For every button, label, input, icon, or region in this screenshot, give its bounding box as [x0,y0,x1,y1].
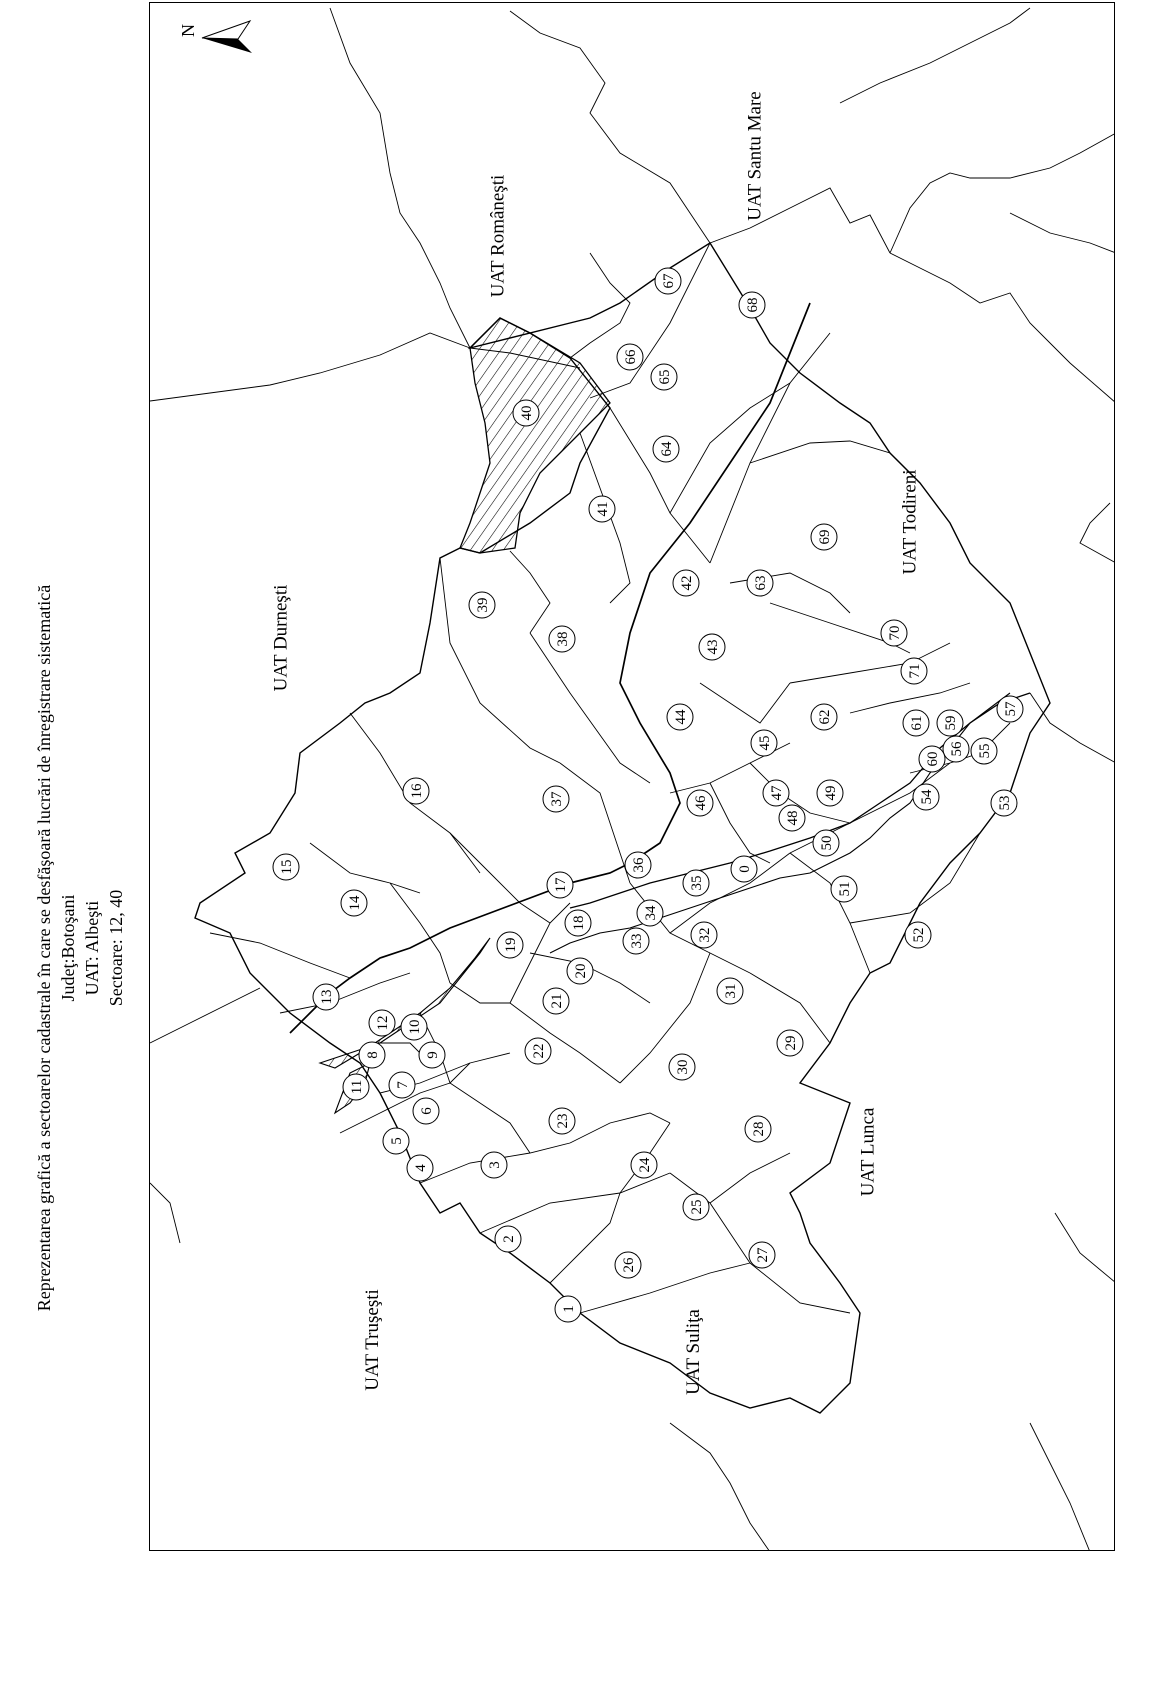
sector-number: 39 [475,597,491,613]
sector-number: 25 [689,1199,705,1215]
sector-marker-44 [667,704,693,730]
sector-number: 71 [907,663,923,679]
sector-marker-38 [549,626,575,652]
sector-number: 69 [817,529,833,545]
sector-number: 59 [943,715,959,731]
sector-number: 67 [661,273,677,289]
sector-marker-33 [623,928,649,954]
uat-label-durnesti: UAT Durneşti [270,584,292,692]
sector-marker-60 [919,746,945,772]
sector-number: 51 [837,881,853,897]
sector-marker-36 [625,852,651,878]
sector-number: 5 [389,1137,405,1145]
sector-number: 2 [501,1235,517,1243]
sector-number: 21 [549,993,565,1009]
sector-marker-13 [313,984,339,1010]
sector-marker-43 [699,634,725,660]
sector-marker-19 [497,932,523,958]
sector-marker-37 [543,786,569,812]
sector-number: 70 [887,625,903,641]
sector-marker-5 [383,1128,409,1154]
sector-marker-31 [717,978,743,1004]
sector-marker-64 [653,436,679,462]
sector-marker-51 [831,876,857,902]
sector-number: 9 [425,1051,441,1059]
sector-number: 4 [413,1164,429,1172]
sector-number: 17 [553,877,569,893]
sector-number: 16 [409,783,425,799]
sector-marker-53 [991,790,1017,816]
sector-number: 6 [419,1107,435,1115]
sector-number: 56 [949,741,965,757]
sector-marker-56 [943,736,969,762]
sector-number: 1 [561,1305,577,1313]
sector-marker-63 [747,570,773,596]
sector-number: 35 [689,875,705,891]
uat-label-todireni: UAT Todireni [899,469,921,575]
map-sectors: Sectoare: 12, 40 [106,889,126,1007]
sector-marker-21 [543,988,569,1014]
sector-marker-11 [343,1074,369,1100]
sector-number: 20 [573,963,589,979]
sector-number: 32 [697,927,713,943]
sector-number: 40 [519,405,535,421]
sector-marker-6 [413,1098,439,1124]
map-title: Reprezentarea grafică a sectoarelor cadastrale în care se desfăşoară lucrări de înregistrare sistematică [34,584,54,1312]
sector-marker-52 [905,922,931,948]
sector-marker-3 [481,1152,507,1178]
sector-marker-4 [407,1155,433,1181]
sector-number: 54 [919,789,935,805]
sector-marker-7 [389,1072,415,1098]
sector-marker-22 [525,1038,551,1064]
sector-number: 30 [675,1059,691,1075]
sector-marker-67 [655,268,681,294]
sector-marker-29 [777,1030,803,1056]
sector-marker-30 [669,1054,695,1080]
sector-marker-40 [513,400,539,426]
sector-marker-23 [549,1108,575,1134]
sector-number: 10 [407,1019,423,1035]
sector-marker-69 [811,524,837,550]
sector-number: 42 [679,575,695,591]
sector-number: 63 [753,575,769,591]
sector-number: 23 [555,1113,571,1129]
neighbour-boundaries [150,8,1115,1551]
uat-albesti-boundary [195,243,1050,1413]
sector-number: 18 [571,915,587,931]
sector-marker-62 [811,704,837,730]
sector-marker-27 [749,1242,775,1268]
sector-number: 15 [279,859,295,875]
sector-number: 36 [631,857,647,873]
sector-number: 29 [783,1035,799,1051]
uat-label-sulita: UAT Suliţa [682,1309,704,1395]
sector-number: 61 [909,715,925,731]
sector-number: 41 [595,501,611,517]
sector-number: 64 [659,441,675,457]
sector-number: 37 [549,791,565,807]
sector-marker-61 [903,710,929,736]
sector-40-hatch [460,318,610,553]
sector-marker-15 [273,854,299,880]
sector-marker-14 [341,890,367,916]
sector-marker-35 [683,870,709,896]
sector-number: 12 [375,1015,391,1031]
sector-markers [273,268,1023,1322]
sector-number: 13 [319,989,335,1005]
sector-marker-55 [971,738,997,764]
sector-marker-2 [495,1226,521,1252]
sector-marker-16 [403,778,429,804]
sector-marker-26 [615,1252,641,1278]
sector-marker-45 [751,730,777,756]
uat-label-trusesti: UAT Truşeşti [361,1289,383,1391]
sector-number: 31 [723,983,739,999]
sector-marker-34 [637,900,663,926]
north-arrow-icon [202,21,252,53]
sector-number: 47 [769,785,785,801]
sector-12-hatch [320,938,490,1068]
sector-number: 0 [737,865,753,873]
sector-number: 48 [785,810,801,826]
sector-number: 24 [637,1157,653,1173]
map-frame [149,2,1115,1551]
sector-marker-25 [683,1194,709,1220]
uat-label-santu-mare: UAT Santu Mare [744,91,766,221]
sector-marker-49 [817,780,843,806]
sector-marker-0 [731,856,757,882]
sector-number: 53 [997,795,1013,811]
sector-marker-42 [673,570,699,596]
sector-number: 7 [395,1081,411,1089]
sector-marker-46 [687,790,713,816]
sector-marker-48 [779,805,805,831]
sector-marker-32 [691,922,717,948]
sector-marker-47 [763,780,789,806]
sector-marker-17 [547,872,573,898]
sector-marker-57 [997,696,1023,722]
sector-marker-1 [555,1296,581,1322]
sector-number: 43 [705,639,721,655]
sector-number: 50 [819,835,835,851]
sector-marker-24 [631,1152,657,1178]
sector-marker-54 [913,784,939,810]
map-county: Judeţ:Botoşani [58,894,78,1002]
sector-number: 11 [349,1079,365,1095]
sector-marker-20 [567,958,593,984]
sector-number: 60 [925,751,941,767]
sector-marker-68 [739,292,765,318]
sector-marker-18 [565,910,591,936]
sector-number: 52 [911,927,927,943]
sector-number: 66 [623,349,639,365]
sector-marker-65 [651,364,677,390]
sector-number: 62 [817,709,833,725]
sector-number: 28 [751,1121,767,1137]
sector-number: 55 [977,743,993,759]
sector-number: 34 [643,905,659,921]
sector-marker-10 [401,1014,427,1040]
sector-number: 46 [693,795,709,811]
sector-marker-59 [937,710,963,736]
sector-number: 3 [487,1161,503,1169]
sector-number: 19 [503,937,519,953]
sector-number: 68 [745,297,761,313]
sector-marker-50 [813,830,839,856]
map-title-block [32,198,128,1698]
sector-marker-70 [881,620,907,646]
sector-number: 8 [365,1051,381,1059]
sector-marker-8 [359,1042,385,1068]
sector-number: 45 [757,735,773,751]
sector-number: 26 [621,1257,637,1273]
north-label: N [178,24,198,37]
sector-marker-71 [901,658,927,684]
sector-number: 44 [673,709,689,725]
sector-marker-66 [617,344,643,370]
sector-number: 57 [1003,701,1019,717]
sector-number: 27 [755,1247,771,1263]
sector-marker-41 [589,496,615,522]
cadastral-map [150,3,1115,1551]
sector-number: 22 [531,1043,547,1059]
uat-label-lunca: UAT Lunca [857,1107,879,1197]
sector-number: 49 [823,785,839,801]
sector-marker-28 [745,1116,771,1142]
sector-marker-9 [419,1042,445,1068]
map-uat: UAT: Albeşti [82,900,102,996]
uat-label-romanesti: UAT Româneşti [487,174,509,298]
sector-marker-39 [469,592,495,618]
sector-marker-12 [369,1010,395,1036]
sector-number: 38 [555,631,571,647]
sector-number: 65 [657,369,673,385]
sector-number: 33 [629,933,645,949]
sector-number: 14 [347,895,363,911]
